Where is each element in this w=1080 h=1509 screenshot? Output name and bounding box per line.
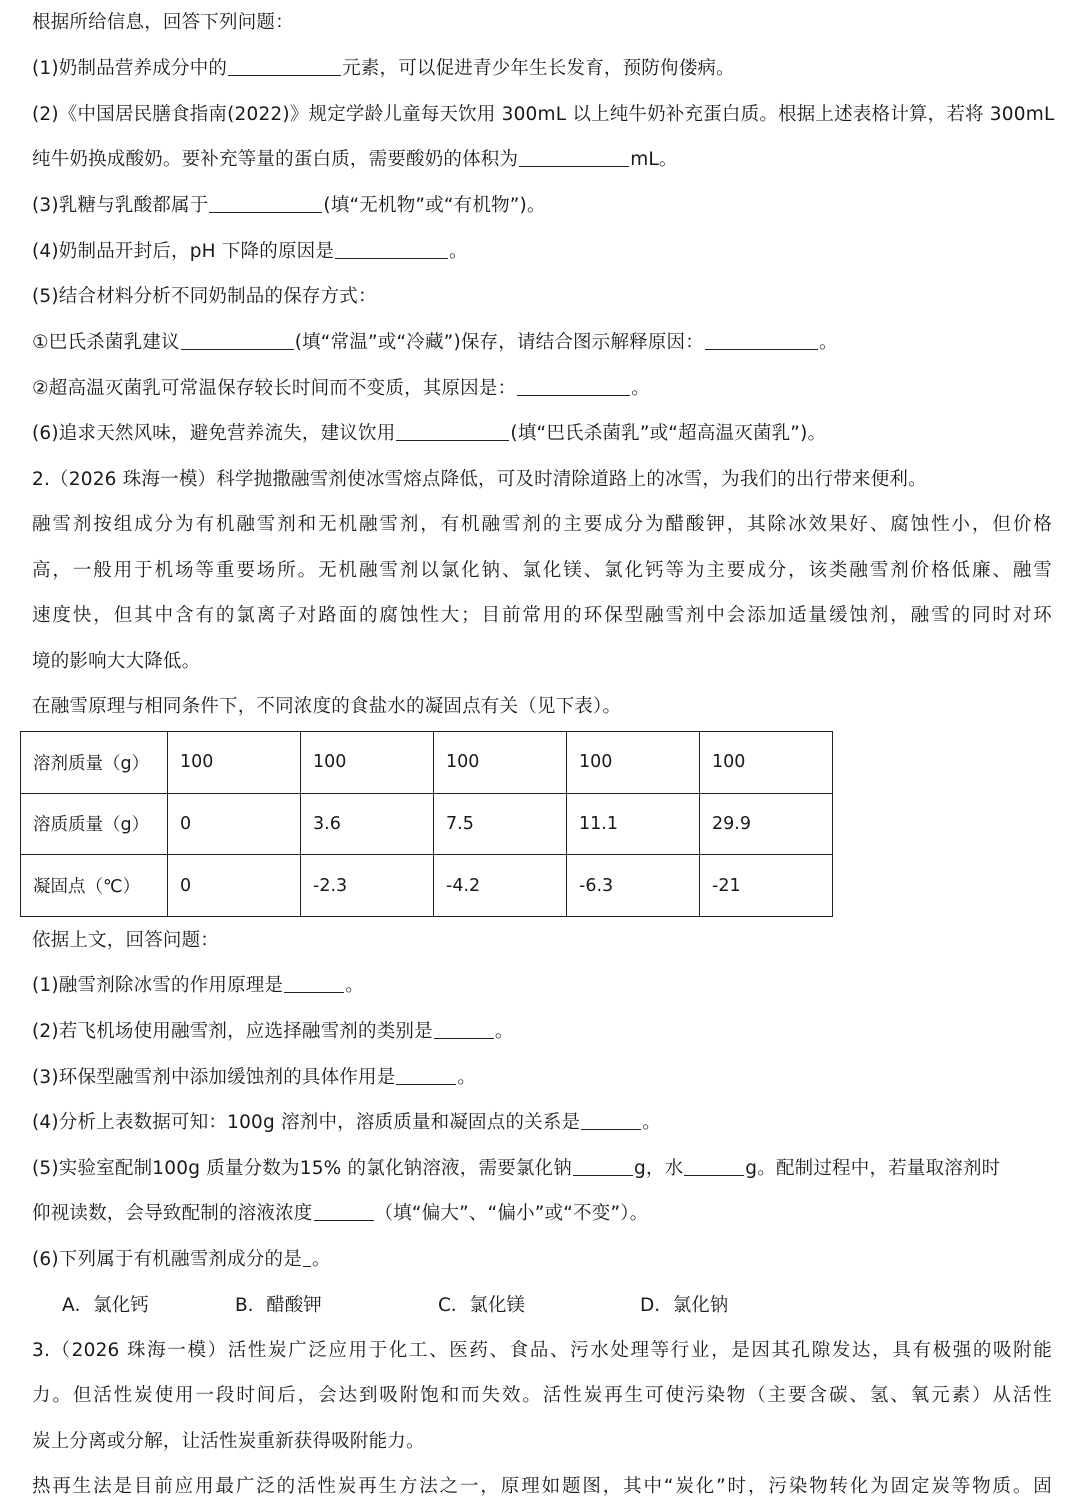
- intro-line: 根据所给信息，回答下列问题：: [32, 12, 294, 33]
- answer-blank: [705, 327, 818, 350]
- table-intro-line: 在融雪原理与相同条件下，不同浓度的食盐水的凝固点有关（见下表）。: [32, 696, 622, 717]
- answer-blank: [396, 418, 509, 441]
- table-row: [21, 793, 833, 855]
- option-a: A．氯化钙: [62, 1295, 149, 1316]
- option-c: C．氯化镁: [438, 1295, 525, 1316]
- answer-blank: [303, 1244, 311, 1267]
- table-cell: -2.3: [301, 855, 434, 917]
- answer-blank: [181, 327, 294, 350]
- paragraph-line: 高，一般用于机场等重要场所。无机融雪剂以氯化钠、氯化镁、氯化钙等为主要成分，该类融雪剂价格低廉、融雪: [32, 560, 1052, 581]
- table-cell: 100: [301, 732, 434, 794]
- table-cell: 100: [168, 732, 301, 794]
- option-b: B．醋酸钾: [235, 1295, 322, 1316]
- table-cell: -4.2: [434, 855, 567, 917]
- problem-3-line: 炭上分离或分解，让活性炭重新获得吸附能力。: [32, 1431, 425, 1452]
- table-cell: 0: [168, 793, 301, 855]
- table-cell: 100: [700, 732, 833, 794]
- answer-blank: [519, 144, 629, 167]
- problem-3-line: 热再生法是目前应用最广泛的活性炭再生方法之一，原理如题图，其中“炭化”时，污染物转化为固定炭等物质。固: [32, 1476, 1052, 1497]
- paragraph-line: 速度快，但其中含有的氯离子对路面的腐蚀性大；目前常用的环保型融雪剂中会添加适量缓蚀剂，融雪的同时对环: [32, 605, 1052, 626]
- snow-question-2-line: (2)若飞机场使用融雪剂，应选择融雪剂的类别是 。: [32, 1012, 1062, 1052]
- snow-question-5-line-2: 仰视读数，会导致配制的溶液浓度 （填“偏大”、“偏小”或“不变”）。: [32, 1194, 1062, 1234]
- question-2-line-2: 纯牛奶换成酸奶。要补充等量的蛋白质，需要酸奶的体积为 mL。: [32, 140, 1062, 180]
- answer-blank: [434, 1016, 494, 1039]
- question-2-line-1: (2)《中国居民膳食指南(2022)》规定学龄儿童每天饮用 300mL 以上纯牛奶补充蛋白质。根据上述表格计算，若将 300mL: [32, 104, 1055, 125]
- answer-blank: [228, 53, 341, 76]
- after-table-line: 依据上文，回答问题：: [32, 930, 220, 951]
- table-cell: 0: [168, 855, 301, 917]
- question-4-line: (4)奶制品开封后，pH 下降的原因是 。: [32, 232, 1062, 272]
- answer-blank: [396, 1062, 456, 1085]
- answer-blank: [581, 1107, 641, 1130]
- answer-blank: [573, 1153, 633, 1176]
- snow-question-5-line: (5)实验室配制100g 质量分数为15% 的氯化钠溶液，需要氯化钠 g，水 g。配制过程中，若量取溶剂时: [32, 1149, 1062, 1189]
- table-header-cell: 溶剂质量（g）: [21, 732, 168, 794]
- table-cell: -6.3: [567, 855, 700, 917]
- paragraph-line: 融雪剂按组成分为有机融雪剂和无机融雪剂，有机融雪剂的主要成分为醋酸钾，其除冰效果好、腐蚀性小，但价格: [32, 514, 1052, 535]
- answer-blank: [284, 970, 344, 993]
- table-cell: -21: [700, 855, 833, 917]
- table-cell: 3.6: [301, 793, 434, 855]
- answer-blank: [517, 373, 630, 396]
- question-5-line: (5)结合材料分析不同奶制品的保存方式：: [32, 286, 377, 307]
- question-1-line: (1)奶制品营养成分中的 元素，可以促进青少年生长发育，预防佝偻病。: [32, 49, 1062, 89]
- snow-question-4-line: (4)分析上表数据可知：100g 溶剂中，溶质质量和凝固点的关系是 。: [32, 1103, 1062, 1143]
- question-3-line: (3)乳糖与乳酸都属于 (填“无机物”或“有机物”)。: [32, 186, 1062, 226]
- question-6-line: (6)追求天然风味，避免营养流失，建议饮用 (填“巴氏杀菌乳”或“超高温灭菌乳”)。: [32, 414, 1062, 454]
- table-header-cell: 凝固点（℃）: [21, 855, 168, 917]
- snow-question-1-line: (1)融雪剂除冰雪的作用原理是 。: [32, 966, 1062, 1006]
- snow-question-6-line: (6)下列属于有机融雪剂成分的是 。: [32, 1240, 1062, 1280]
- table-cell: 100: [567, 732, 700, 794]
- table-row: [21, 732, 833, 794]
- question-5-1-line: ①巴氏杀菌乳建议 (填“常温”或“冷藏”)保存，请结合图示解释原因： 。: [32, 323, 1062, 363]
- table-cell: 11.1: [567, 793, 700, 855]
- snow-question-3-line: (3)环保型融雪剂中添加缓蚀剂的具体作用是 。: [32, 1058, 1062, 1098]
- freezing-point-table: [20, 731, 833, 917]
- table-cell: 29.9: [700, 793, 833, 855]
- paragraph-line: 境的影响大大降低。: [32, 651, 201, 672]
- table-header-cell: 溶质质量（g）: [21, 793, 168, 855]
- answer-blank: [314, 1198, 374, 1221]
- answer-blank: [209, 190, 322, 213]
- answer-blank: [335, 236, 448, 259]
- option-d: D．氯化钠: [640, 1295, 729, 1316]
- table-cell: 100: [434, 732, 567, 794]
- problem-2-header: 2.（2026 珠海一模）科学抛撒融雪剂使冰雪熔点降低，可及时清除道路上的冰雪，为我们的出行带来便利。: [32, 469, 927, 490]
- table-cell: 7.5: [434, 793, 567, 855]
- question-5-2-line: ②超高温灭菌乳可常温保存较长时间而不变质，其原因是： 。: [32, 369, 1062, 409]
- table-row: [21, 855, 833, 917]
- problem-3-line: 3.（2026 珠海一模）活性炭广泛应用于化工、医药、食品、污水处理等行业，是因其孔隙发达，具有极强的吸附能: [32, 1340, 1052, 1361]
- answer-blank: [684, 1153, 744, 1176]
- problem-3-line: 力。但活性炭使用一段时间后，会达到吸附饱和而失效。活性炭再生可使污染物（主要含碳、氢、氧元素）从活性: [32, 1385, 1052, 1406]
